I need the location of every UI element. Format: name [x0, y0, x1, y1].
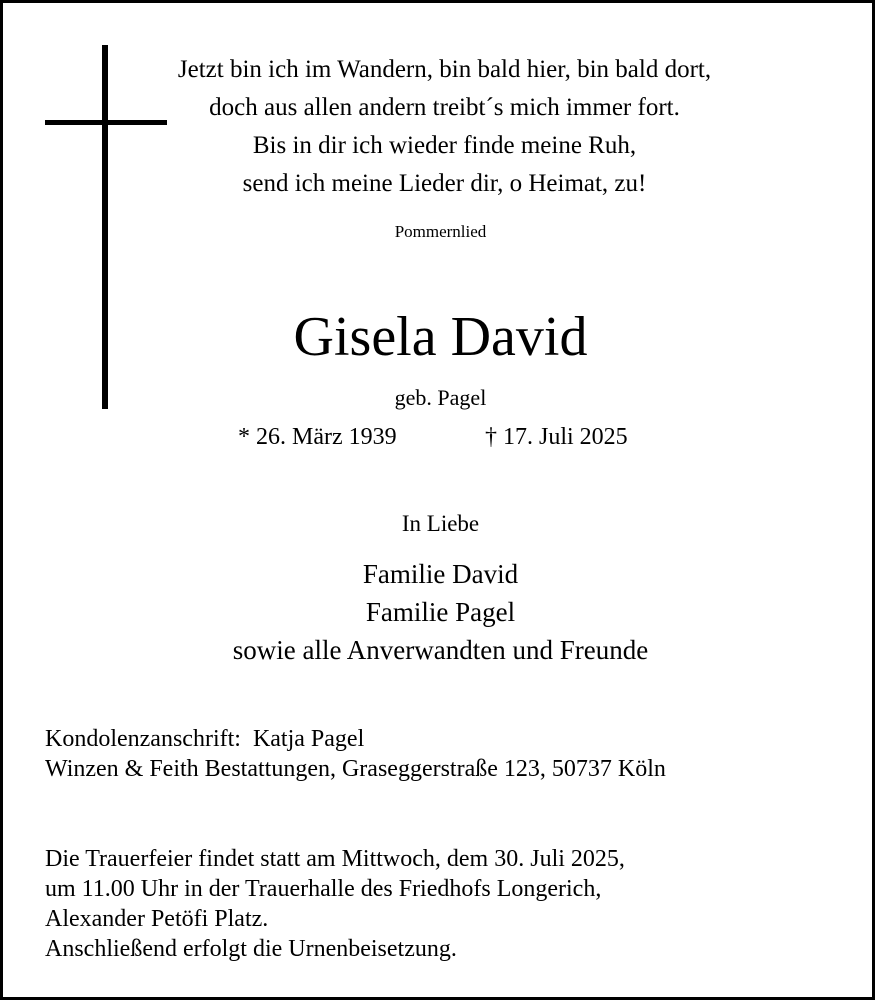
poem-line: send ich meine Lieder dir, o Heimat, zu! — [242, 170, 647, 197]
funeral-line: um 11.00 Uhr in der Trauerhalle des Friedhofs Longerich, — [45, 876, 602, 902]
condolence-address — [45, 724, 666, 784]
condolence-line: Winzen & Feith Bestattungen, Graseggerstraße 123, 50737 Köln — [45, 756, 666, 782]
poem — [3, 51, 875, 203]
death-date: † 17. Juli 2025 — [485, 424, 628, 450]
funeral-line: Alexander Petöfi Platz. — [45, 906, 269, 932]
poem-line: doch aus allen andern treibt´s mich immer fort. — [209, 94, 680, 121]
poem-source: Pommernlied — [394, 222, 487, 241]
mourner-line: Familie Pagel — [365, 597, 516, 627]
funeral-line: Die Trauerfeier findet statt am Mittwoch, dem 30. Juli 2025, — [45, 846, 625, 872]
deceased-name: Gisela David — [293, 306, 588, 368]
birth-date: * 26. März 1939 — [238, 424, 397, 450]
funeral-info — [45, 844, 625, 964]
mourner-line: Familie David — [362, 559, 519, 589]
birth-name: geb. Pagel — [394, 385, 487, 410]
condolence-line: Kondolenzanschrift: Katja Pagel — [45, 726, 365, 752]
mourners-list — [3, 555, 875, 669]
mourners-intro: In Liebe — [401, 511, 480, 536]
funeral-line: Anschließend erfolgt die Urnenbeisetzung. — [45, 936, 457, 962]
poem-line: Bis in dir ich wieder finde meine Ruh, — [252, 132, 637, 159]
poem-line: Jetzt bin ich im Wandern, bin bald hier, bin bald dort, — [177, 56, 712, 83]
mourner-line: sowie alle Anverwandten und Freunde — [232, 635, 649, 665]
